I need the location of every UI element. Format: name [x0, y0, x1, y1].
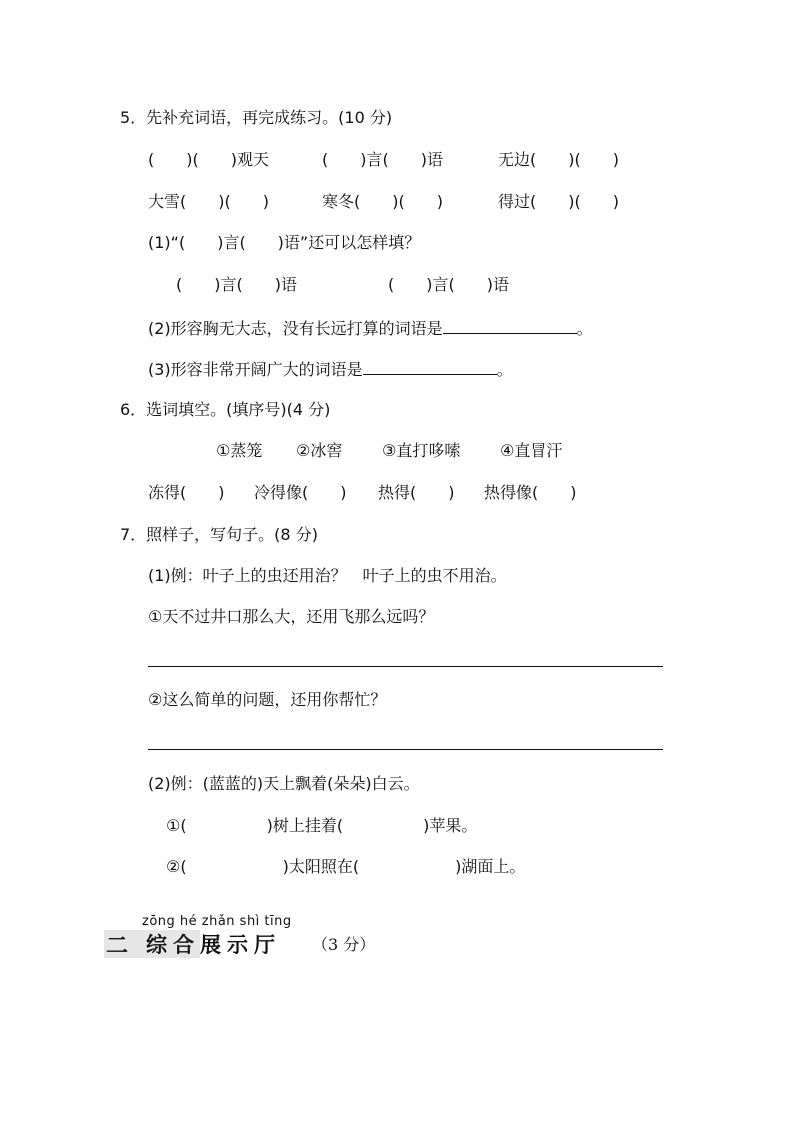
- q6-blank-2: 冷得像( ): [254, 483, 347, 502]
- q5-sub2-end: 。: [576, 319, 593, 338]
- q6-option-1: ①蒸笼: [216, 441, 263, 460]
- q5-title: 5．先补充词语，再完成练习。(10 分): [120, 108, 393, 127]
- q7-example-1: (1)例：叶子上的虫还用治？ 叶子上的虫不用治。: [148, 566, 507, 585]
- q6-option-2: ②冰窖: [296, 441, 343, 460]
- q5-sub2-blank[interactable]: [443, 317, 577, 334]
- q7-answer-line-2[interactable]: [148, 749, 663, 750]
- q7-item-3: ①( )树上挂着( )苹果。: [166, 816, 478, 835]
- q5-sub3: [148, 358, 513, 380]
- q5-sub3-end: 。: [496, 360, 513, 379]
- q6-title: 6．选词填空。(填序号)(4 分): [120, 400, 331, 419]
- q5-sub2-text: (2)形容胸无大志，没有长远打算的词语是: [148, 319, 443, 338]
- q5-sub3-text: (3)形容非常开阔广大的词语是: [148, 360, 363, 379]
- q5-word-4: 大雪( )( ): [148, 192, 269, 211]
- q5-word-2: ( )言( )语: [322, 150, 443, 169]
- q6-option-3: ③直打哆嗦: [382, 441, 461, 460]
- section-pinyin: zōng hé zhǎn shì tīng: [142, 914, 292, 929]
- q5-sub3-blank[interactable]: [363, 358, 497, 375]
- q6-blank-4: 热得像( ): [484, 483, 577, 502]
- q5-word-5: 寒冬( )( ): [322, 192, 443, 211]
- q5-sub1-answer-2: ( )言( )语: [388, 275, 509, 294]
- q7-example-2: (2)例：(蓝蓝的)天上飘着(朵朵)白云。: [148, 774, 420, 793]
- q7-item-1: ①天不过井口那么大，还用飞那么远吗？: [148, 607, 435, 626]
- q7-item-2: ②这么简单的问题，还用你帮忙？: [148, 690, 387, 709]
- q5-word-6: 得过( )( ): [498, 192, 619, 211]
- section-title: 综合展示厅: [146, 933, 281, 957]
- q5-sub1-answer-1: ( )言( )语: [176, 275, 297, 294]
- section-score: （3 分）: [312, 935, 376, 954]
- q5-sub1: (1)“( )言( )语”还可以怎样填？: [148, 233, 421, 252]
- q7-item-4: ②( )太阳照在( )湖面上。: [166, 857, 526, 876]
- q6-blank-1: 冻得( ): [148, 483, 225, 502]
- q6-blank-3: 热得( ): [378, 483, 455, 502]
- q6-option-4: ④直冒汗: [500, 441, 563, 460]
- q7-answer-line-1[interactable]: [148, 666, 663, 667]
- q5-word-3: 无边( )( ): [498, 150, 619, 169]
- q5-sub2: [148, 317, 593, 339]
- q5-word-1: ( )( )观天: [148, 150, 269, 169]
- section-number: 二: [106, 934, 129, 959]
- q7-title: 7．照样子，写句子。(8 分): [120, 525, 318, 544]
